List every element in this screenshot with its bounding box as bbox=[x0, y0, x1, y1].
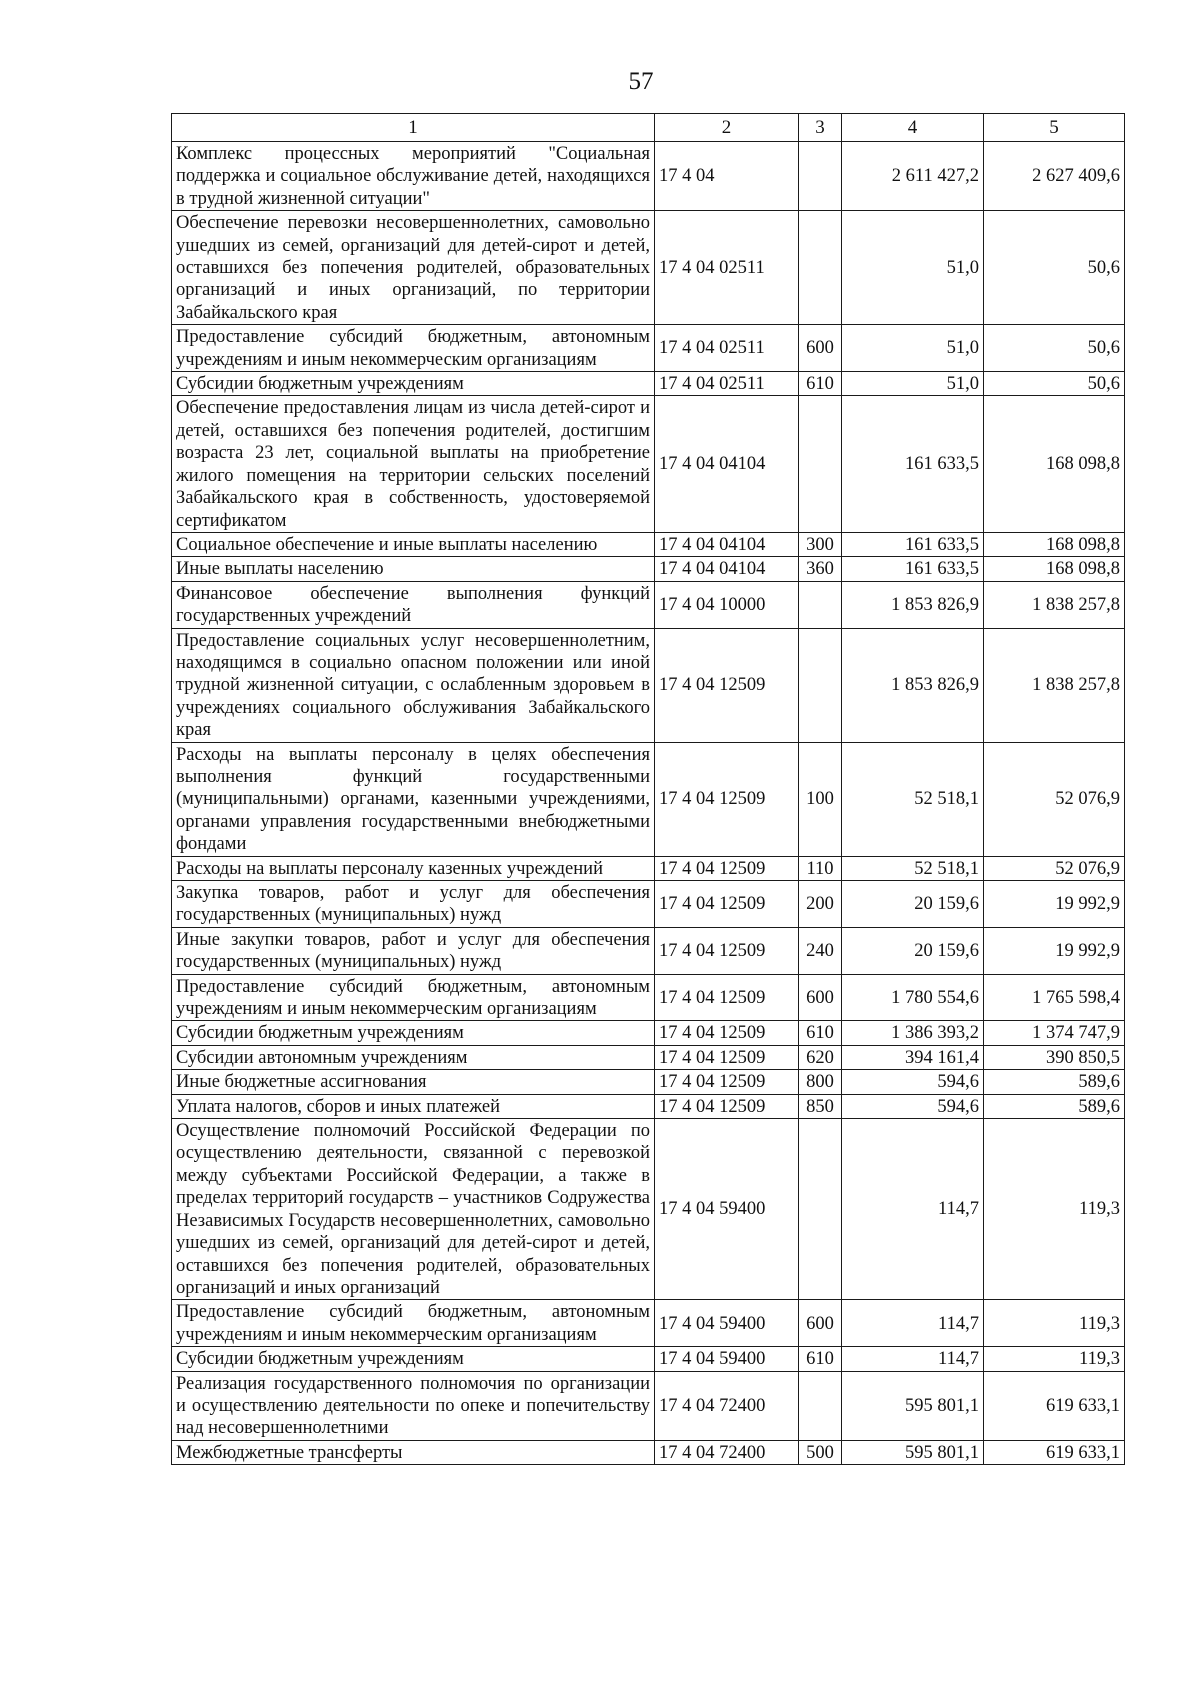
table-row bbox=[172, 628, 1125, 742]
row-amount-2-cell: 1 765 598,4 bbox=[984, 974, 1125, 1021]
row-expense-type-cell bbox=[799, 1371, 842, 1440]
row-name-cell: Комплекс процессных мероприятий "Социальная поддержка и социальное обслуживание детей, находящихся в трудной жизненной ситуации" bbox=[172, 142, 655, 211]
row-code-cell: 17 4 04 02511 bbox=[655, 211, 799, 325]
row-expense-type-cell: 110 bbox=[799, 856, 842, 880]
table-row bbox=[172, 856, 1125, 880]
row-amount-2-cell: 619 633,1 bbox=[984, 1371, 1125, 1440]
row-amount-1-cell: 1 780 554,6 bbox=[842, 974, 984, 1021]
row-amount-1-cell: 594,6 bbox=[842, 1094, 984, 1118]
table-row bbox=[172, 1300, 1125, 1347]
row-name-cell: Осуществление полномочий Российской Федерации по осуществлению деятельности, связанной с перевозкой между субъектами Российской Федерации, а также в пределах территорий государств – участников Содружества Независимых Государств несовершеннолетних, самовольно ушедших из семей, организаций для детей-сирот и детей, оставшихся без попечения родителей, образовательных организаций и иных организаций bbox=[172, 1119, 655, 1300]
row-code-cell: 17 4 04 12509 bbox=[655, 927, 799, 974]
row-name-cell: Предоставление субсидий бюджетным, автономным учреждениям и иным некоммерческим организациям bbox=[172, 325, 655, 372]
row-expense-type-cell: 610 bbox=[799, 1347, 842, 1371]
row-name-cell: Расходы на выплаты персоналу в целях обеспечения выполнения функций государственными (муниципальными) органами, казенными учреждениями, органами управления государственными внебюджетными фондами bbox=[172, 742, 655, 856]
row-name-cell: Уплата налогов, сборов и иных платежей bbox=[172, 1094, 655, 1118]
row-name-cell: Субсидии бюджетным учреждениям bbox=[172, 1021, 655, 1045]
row-name-cell: Субсидии бюджетным учреждениям bbox=[172, 1347, 655, 1371]
row-amount-2-cell: 19 992,9 bbox=[984, 927, 1125, 974]
row-amount-1-cell: 52 518,1 bbox=[842, 856, 984, 880]
row-amount-2-cell: 52 076,9 bbox=[984, 856, 1125, 880]
row-amount-1-cell: 161 633,5 bbox=[842, 532, 984, 556]
row-amount-2-cell: 589,6 bbox=[984, 1070, 1125, 1094]
table-row bbox=[172, 1094, 1125, 1118]
table-row bbox=[172, 325, 1125, 372]
row-amount-1-cell: 114,7 bbox=[842, 1300, 984, 1347]
row-amount-1-cell: 20 159,6 bbox=[842, 927, 984, 974]
row-amount-1-cell: 51,0 bbox=[842, 211, 984, 325]
row-code-cell: 17 4 04 12509 bbox=[655, 742, 799, 856]
table-row bbox=[172, 742, 1125, 856]
row-name-cell: Закупка товаров, работ и услуг для обеспечения государственных (муниципальных) нужд bbox=[172, 881, 655, 928]
row-expense-type-cell bbox=[799, 142, 842, 211]
table-row bbox=[172, 396, 1125, 532]
row-expense-type-cell: 600 bbox=[799, 974, 842, 1021]
row-code-cell: 17 4 04 12509 bbox=[655, 1021, 799, 1045]
row-amount-1-cell: 161 633,5 bbox=[842, 557, 984, 581]
row-expense-type-cell: 610 bbox=[799, 1021, 842, 1045]
row-expense-type-cell: 600 bbox=[799, 1300, 842, 1347]
row-amount-2-cell: 1 374 747,9 bbox=[984, 1021, 1125, 1045]
row-code-cell: 17 4 04 12509 bbox=[655, 1094, 799, 1118]
budget-table bbox=[171, 113, 1125, 1465]
row-expense-type-cell: 620 bbox=[799, 1045, 842, 1069]
row-code-cell: 17 4 04 04104 bbox=[655, 396, 799, 532]
row-code-cell: 17 4 04 72400 bbox=[655, 1440, 799, 1464]
row-code-cell: 17 4 04 02511 bbox=[655, 372, 799, 396]
row-amount-2-cell: 119,3 bbox=[984, 1300, 1125, 1347]
row-name-cell: Финансовое обеспечение выполнения функций государственных учреждений bbox=[172, 581, 655, 628]
row-code-cell: 17 4 04 04104 bbox=[655, 557, 799, 581]
row-amount-1-cell: 595 801,1 bbox=[842, 1440, 984, 1464]
row-code-cell: 17 4 04 10000 bbox=[655, 581, 799, 628]
row-code-cell: 17 4 04 12509 bbox=[655, 628, 799, 742]
row-amount-2-cell: 168 098,8 bbox=[984, 557, 1125, 581]
row-code-cell: 17 4 04 12509 bbox=[655, 974, 799, 1021]
row-code-cell: 17 4 04 bbox=[655, 142, 799, 211]
page-number: 57 bbox=[628, 68, 654, 95]
table-row bbox=[172, 532, 1125, 556]
row-code-cell: 17 4 04 02511 bbox=[655, 325, 799, 372]
row-expense-type-cell: 610 bbox=[799, 372, 842, 396]
row-amount-2-cell: 19 992,9 bbox=[984, 881, 1125, 928]
row-amount-2-cell: 589,6 bbox=[984, 1094, 1125, 1118]
row-amount-1-cell: 51,0 bbox=[842, 372, 984, 396]
row-code-cell: 17 4 04 12509 bbox=[655, 1070, 799, 1094]
row-name-cell: Расходы на выплаты персоналу казенных учреждений bbox=[172, 856, 655, 880]
table-row bbox=[172, 1021, 1125, 1045]
row-amount-2-cell: 1 838 257,8 bbox=[984, 628, 1125, 742]
row-amount-1-cell: 20 159,6 bbox=[842, 881, 984, 928]
row-amount-2-cell: 50,6 bbox=[984, 325, 1125, 372]
table-row bbox=[172, 211, 1125, 325]
table-row bbox=[172, 1371, 1125, 1440]
row-code-cell: 17 4 04 72400 bbox=[655, 1371, 799, 1440]
row-name-cell: Иные закупки товаров, работ и услуг для обеспечения государственных (муниципальных) нужд bbox=[172, 927, 655, 974]
table-row bbox=[172, 142, 1125, 211]
row-expense-type-cell: 600 bbox=[799, 325, 842, 372]
row-amount-1-cell: 594,6 bbox=[842, 1070, 984, 1094]
row-amount-2-cell: 168 098,8 bbox=[984, 532, 1125, 556]
row-expense-type-cell: 240 bbox=[799, 927, 842, 974]
table-row bbox=[172, 881, 1125, 928]
row-amount-2-cell: 50,6 bbox=[984, 211, 1125, 325]
row-name-cell: Предоставление субсидий бюджетным, автономным учреждениям и иным некоммерческим организациям bbox=[172, 1300, 655, 1347]
row-code-cell: 17 4 04 12509 bbox=[655, 881, 799, 928]
column-header-amount-1: 4 bbox=[842, 114, 984, 142]
row-amount-1-cell: 1 386 393,2 bbox=[842, 1021, 984, 1045]
row-name-cell: Обеспечение предоставления лицам из числа детей-сирот и детей, оставшихся без попечения родителей, достигшим возраста 23 лет, социальной выплаты на приобретение жилого помещения на территории сельских поселений Забайкальского края в собственность, удостоверяемой сертификатом bbox=[172, 396, 655, 532]
table-row bbox=[172, 927, 1125, 974]
row-amount-1-cell: 52 518,1 bbox=[842, 742, 984, 856]
table-row bbox=[172, 581, 1125, 628]
row-expense-type-cell: 500 bbox=[799, 1440, 842, 1464]
table-row bbox=[172, 1440, 1125, 1464]
row-code-cell: 17 4 04 59400 bbox=[655, 1300, 799, 1347]
row-expense-type-cell: 300 bbox=[799, 532, 842, 556]
row-expense-type-cell bbox=[799, 396, 842, 532]
row-amount-1-cell: 51,0 bbox=[842, 325, 984, 372]
row-expense-type-cell: 360 bbox=[799, 557, 842, 581]
header-row bbox=[172, 114, 1125, 142]
row-amount-1-cell: 1 853 826,9 bbox=[842, 581, 984, 628]
table-row bbox=[172, 1119, 1125, 1300]
row-expense-type-cell: 200 bbox=[799, 881, 842, 928]
row-amount-2-cell: 390 850,5 bbox=[984, 1045, 1125, 1069]
row-amount-2-cell: 1 838 257,8 bbox=[984, 581, 1125, 628]
row-amount-1-cell: 1 853 826,9 bbox=[842, 628, 984, 742]
row-name-cell: Субсидии автономным учреждениям bbox=[172, 1045, 655, 1069]
row-amount-2-cell: 52 076,9 bbox=[984, 742, 1125, 856]
table-row bbox=[172, 974, 1125, 1021]
row-name-cell: Субсидии бюджетным учреждениям bbox=[172, 372, 655, 396]
row-code-cell: 17 4 04 04104 bbox=[655, 532, 799, 556]
row-expense-type-cell bbox=[799, 1119, 842, 1300]
row-amount-2-cell: 50,6 bbox=[984, 372, 1125, 396]
row-expense-type-cell bbox=[799, 581, 842, 628]
row-code-cell: 17 4 04 12509 bbox=[655, 856, 799, 880]
table-row bbox=[172, 1347, 1125, 1371]
table-row bbox=[172, 1045, 1125, 1069]
column-header-amount-2: 5 bbox=[984, 114, 1125, 142]
row-amount-1-cell: 114,7 bbox=[842, 1119, 984, 1300]
column-header-name: 1 bbox=[172, 114, 655, 142]
row-name-cell: Предоставление субсидий бюджетным, автономным учреждениям и иным некоммерческим организациям bbox=[172, 974, 655, 1021]
row-expense-type-cell: 850 bbox=[799, 1094, 842, 1118]
row-name-cell: Иные бюджетные ассигнования bbox=[172, 1070, 655, 1094]
row-amount-1-cell: 161 633,5 bbox=[842, 396, 984, 532]
row-name-cell: Социальное обеспечение и иные выплаты населению bbox=[172, 532, 655, 556]
row-amount-2-cell: 119,3 bbox=[984, 1347, 1125, 1371]
row-amount-2-cell: 119,3 bbox=[984, 1119, 1125, 1300]
row-amount-2-cell: 619 633,1 bbox=[984, 1440, 1125, 1464]
table-row bbox=[172, 372, 1125, 396]
row-amount-2-cell: 168 098,8 bbox=[984, 396, 1125, 532]
row-amount-1-cell: 394 161,4 bbox=[842, 1045, 984, 1069]
row-name-cell: Предоставление социальных услуг несовершеннолетним, находящимся в социально опасном положении или иной трудной жизненной ситуации, с ослабленным здоровьем в учреждениях социального обслуживания Забайкальского края bbox=[172, 628, 655, 742]
row-expense-type-cell bbox=[799, 628, 842, 742]
column-header-code: 2 bbox=[655, 114, 799, 142]
row-expense-type-cell bbox=[799, 211, 842, 325]
table-row bbox=[172, 1070, 1125, 1094]
row-amount-1-cell: 114,7 bbox=[842, 1347, 984, 1371]
row-amount-1-cell: 595 801,1 bbox=[842, 1371, 984, 1440]
row-amount-2-cell: 2 627 409,6 bbox=[984, 142, 1125, 211]
row-code-cell: 17 4 04 12509 bbox=[655, 1045, 799, 1069]
row-expense-type-cell: 800 bbox=[799, 1070, 842, 1094]
row-name-cell: Иные выплаты населению bbox=[172, 557, 655, 581]
row-name-cell: Обеспечение перевозки несовершеннолетних, самовольно ушедших из семей, организаций для детей-сирот и детей, оставшихся без попечения родителей, образовательных организаций и иных организаций, по территории Забайкальского края bbox=[172, 211, 655, 325]
row-name-cell: Межбюджетные трансферты bbox=[172, 1440, 655, 1464]
row-name-cell: Реализация государственного полномочия по организации и осуществлению деятельности по опеке и попечительству над несовершеннолетними bbox=[172, 1371, 655, 1440]
row-amount-1-cell: 2 611 427,2 bbox=[842, 142, 984, 211]
row-code-cell: 17 4 04 59400 bbox=[655, 1347, 799, 1371]
table-row bbox=[172, 557, 1125, 581]
column-header-type: 3 bbox=[799, 114, 842, 142]
row-code-cell: 17 4 04 59400 bbox=[655, 1119, 799, 1300]
row-expense-type-cell: 100 bbox=[799, 742, 842, 856]
